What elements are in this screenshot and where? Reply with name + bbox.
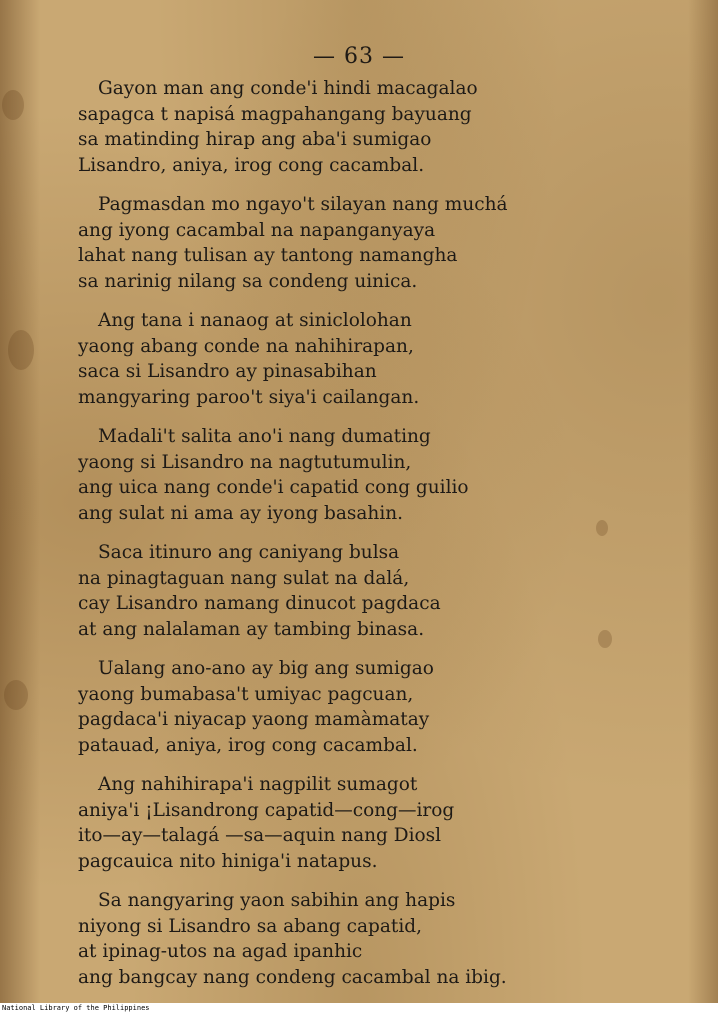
- verse-line: cay Lisandro namang dinucot pagdaca: [78, 593, 441, 614]
- verse-line: lahat nang tulisan ay tantong namangha: [78, 245, 458, 266]
- verse-line: patauad, aniya, irog cong cacambal.: [78, 734, 418, 756]
- verse-line: Ang tana i nanaog at siniclolohan: [98, 310, 412, 331]
- verse-line: Ang nahihirapa'i nagpilit sumagot: [98, 774, 418, 795]
- verse-line: Ualang ano-ano ay big ang sumigao: [98, 658, 434, 679]
- stanza: [70, 656, 590, 758]
- verse-line: pagdaca'i niyacap yaong mamàmatay: [78, 709, 430, 730]
- paper-stain: [596, 520, 608, 536]
- verse-line: ang uica nang conde'i capatid cong guilio: [78, 477, 469, 498]
- verse-line: yaong bumabasa't umiyac pagcuan,: [78, 683, 414, 705]
- verse-line: sapagca t napisá magpahangang bayuang: [78, 103, 472, 125]
- verse-line: aniya'i ¡Lisandrong capatid—cong—irog: [78, 799, 455, 821]
- stanza: [70, 308, 590, 410]
- verse-line: niyong si Lisandro sa abang capatid,: [78, 915, 422, 937]
- page-number: — 63 —: [313, 44, 405, 69]
- stanza: [70, 424, 590, 526]
- page-edge-shadow-left: [0, 0, 40, 1003]
- paper-stain: [598, 630, 612, 648]
- verse-line: ang bangcay nang condeng cacambal na ibig.: [78, 966, 507, 988]
- verse-line: at ang nalalaman ay tambing binasa.: [78, 618, 425, 640]
- stanza: [70, 76, 590, 178]
- verse-line: mangyaring paroo't siya'i cailangan.: [78, 386, 420, 408]
- verse-line: at ipinag-utos na agad ipanhic: [78, 941, 363, 962]
- verse-line: sa matinding hirap ang aba'i sumigao: [78, 129, 432, 150]
- library-credit: National Library of the Philippines: [2, 1004, 150, 1012]
- paper-stain: [8, 330, 34, 370]
- poem-text: [70, 76, 590, 1003]
- paper-stain: [4, 680, 28, 710]
- stanza: [70, 540, 590, 642]
- verse-line: Gayon man ang conde'i hindi macagalao: [98, 78, 478, 99]
- verse-line: ito—ay—talagá —sa—aquin nang Diosl: [78, 825, 442, 846]
- verse-line: Pagmasdan mo ngayo't silayan nang muchá: [98, 194, 508, 215]
- stanza: [70, 772, 590, 874]
- verse-line: na pinagtaguan nang sulat na dalá,: [78, 567, 410, 589]
- verse-line: yaong abang conde na nahihirapan,: [78, 335, 414, 357]
- verse-line: ang iyong cacambal na napanganyaya: [78, 219, 436, 241]
- verse-line: Lisandro, aniya, irog cong cacambal.: [78, 154, 425, 176]
- verse-line: sa narinig nilang sa condeng uinica.: [78, 270, 418, 292]
- verse-line: Madali't salita ano'i nang dumating: [98, 426, 431, 447]
- page-edge-shadow-right: [688, 0, 718, 1003]
- verse-line: saca si Lisandro ay pinasabihan: [78, 361, 377, 382]
- verse-line: Saca itinuro ang caniyang bulsa: [98, 542, 400, 563]
- verse-line: ang sulat ni ama ay iyong basahin.: [78, 502, 404, 524]
- stanza: [70, 888, 590, 990]
- verse-line: yaong si Lisandro na nagtutumulin,: [78, 451, 412, 473]
- verse-line: pagcauica nito hiniga'i natapus.: [78, 850, 378, 872]
- verse-line: Sa nangyaring yaon sabihin ang hapis: [98, 890, 456, 911]
- stanza: [70, 192, 590, 294]
- paper-stain: [2, 90, 24, 120]
